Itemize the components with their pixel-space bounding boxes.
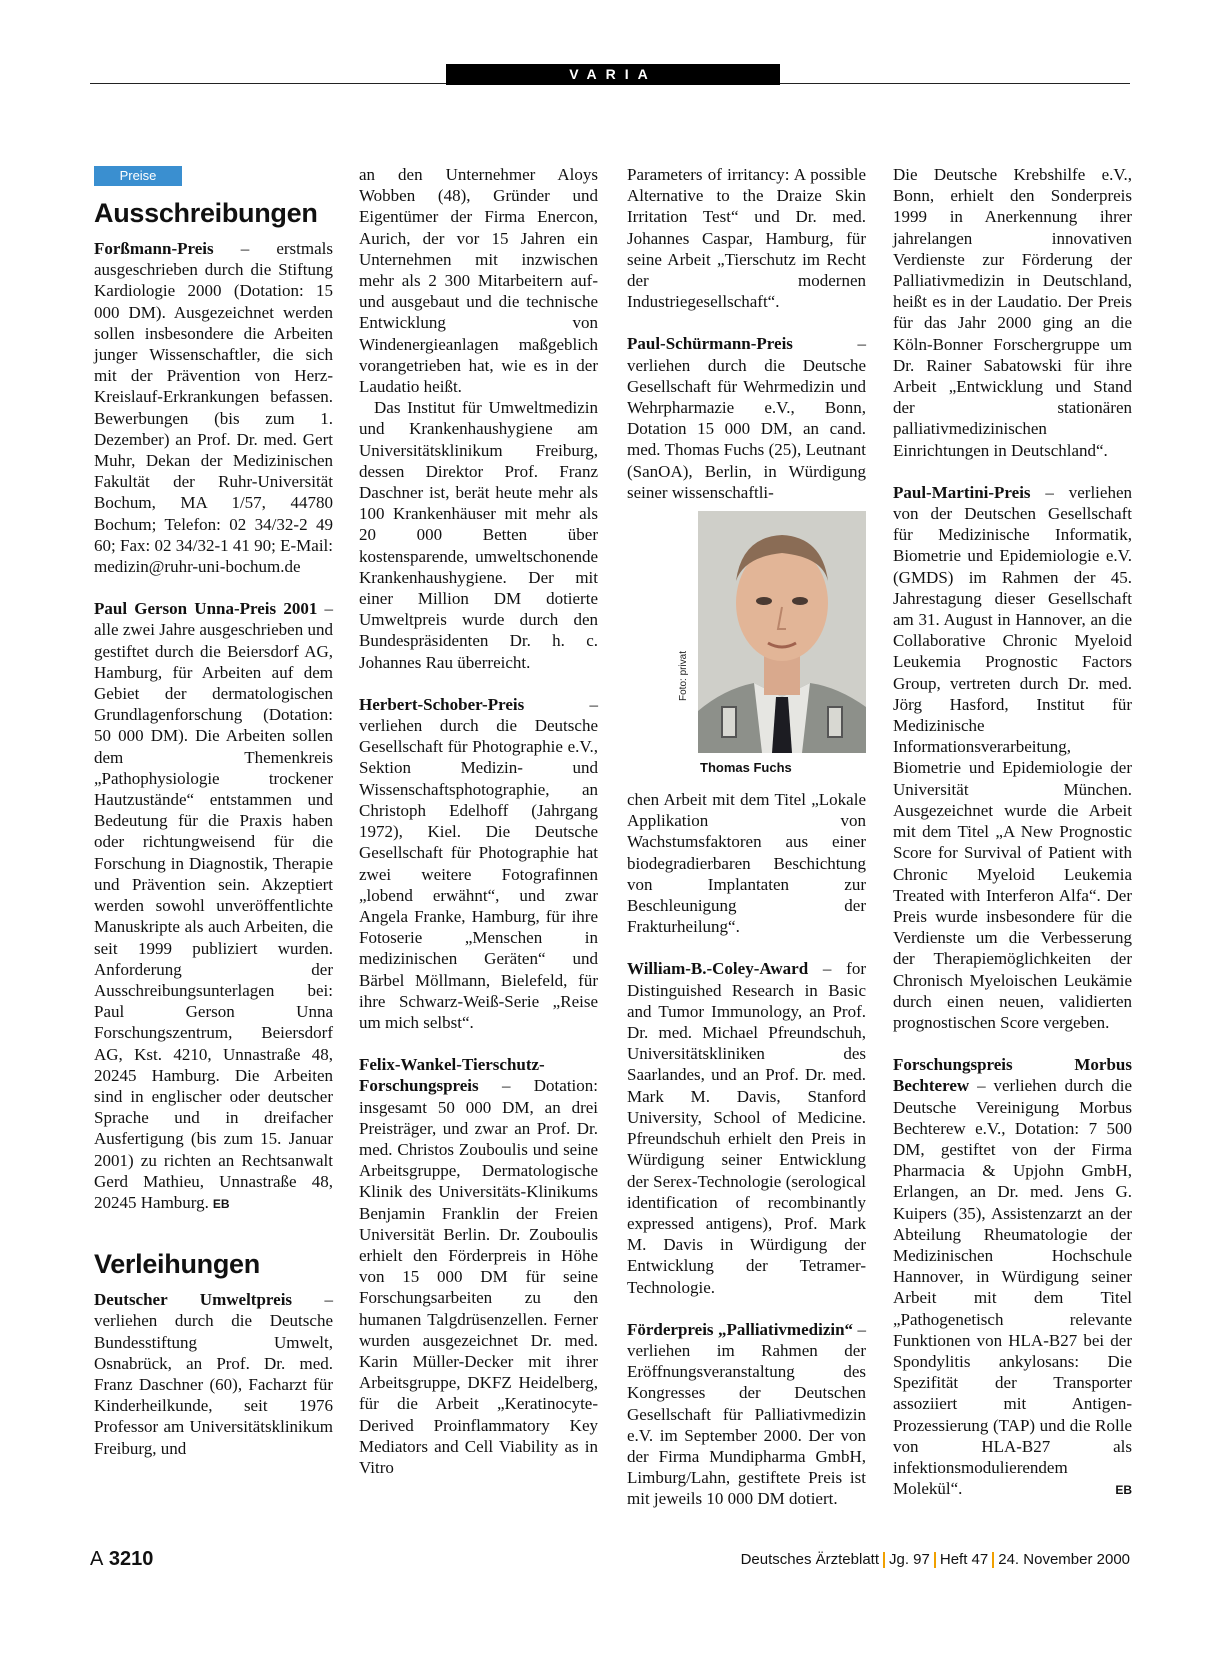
article-title: Paul-Schürmann-Preis bbox=[627, 334, 793, 354]
article-forssmann bbox=[94, 238, 333, 577]
article-text: Parameters of irritancy: A possible Alternative to the Draize Skin Irritation Test“ und Dr. med. Johannes Caspar, Hamburg, für seine Arbeit „Tierschutz im Recht der modernen Industriegesellschaft“. bbox=[627, 165, 866, 312]
journal-issue: Heft 47 bbox=[939, 1551, 989, 1568]
category-tag: Preise bbox=[94, 166, 182, 186]
article-text: Die Deutsche Krebshilfe e.V., Bonn, erhielt den Sonderpreis 1999 in Anerkennung ihrer jahrelangen innovativen Verdienste zur Förderung der Palliativmedizin in Deutschland, heißt es in der Laudatio. Der Preis für das Jahr 2000 ging an die Köln-Bonner Forschergruppe um Dr. Rainer Sabatowski für ihre Arbeit „Entwicklung und Stand der stationären palliativmedizinischen Einrichtungen in Deutschland“. bbox=[893, 165, 1132, 460]
article-coley bbox=[627, 958, 866, 1297]
page-prefix: A bbox=[90, 1548, 104, 1570]
article-title: William-B.-Coley-Award bbox=[627, 959, 809, 979]
journal-date: 24. November 2000 bbox=[998, 1551, 1130, 1568]
article-palliativ bbox=[627, 1319, 866, 1510]
article-title: Forschungspreis Morbus Bechterew bbox=[893, 1055, 1132, 1096]
article-text: – alle zwei Jahre ausgeschrieben und gestiftet durch die Beiersdorf AG, Hamburg, für Arbeiten auf dem Gebiet der dermatologischen Grundlagenforschung (Dotation: 50 000 DM). Die Arbeiten sollen dem Themenkreis „Pathophysiologie trockener Hautzustände“ entstammen und Bedeutung für die Praxis haben oder richtungweisend für die Forschung in Diagnostik, Therapie und Prävention sein. Akzeptiert werden sowohl unveröffentlichte Manuskripte als auch Arbeiten, die seit 1999 publiziert wurden. Anforderung der Ausschreibungsunterlagen bei: Paul Gerson Unna Forschungszentrum, Beiersdorf AG, Kst. 4210, Unnastraße 48, 20245 Hamburg. Die Arbeiten sind in englischer oder deutscher Sprache und in dreifacher Ausfertigung (bis zum 15. Januar 2001) zu richten an Rechtsanwalt Gerd Mathieu, Unnastraße 48, 20245 Hamburg. bbox=[94, 599, 333, 1212]
journal-info bbox=[741, 1551, 1130, 1568]
article-text: – Dotation: insgesamt 50 000 DM, an drei Preisträger, und zwar an Prof. Dr. med. Christos Zouboulis und seine Arbeitsgruppe, Dermatologische Klinik des Universitäts-Klinikums Benjamin Franklin der Freien Universität Berlin. Dr. Zouboulis erhielt den Förderpreis in Höhe von 15 000 DM für seine Forschungsarbeiten zu den humanen Talgdrüsenzellen. Ferner wurden ausgezeichnet Dr. med. Karin Müller-Decker mit ihrer Arbeitsgruppe, DKFZ Heidelberg, für die Arbeit „Keratinocyte-Derived Proinflammatory Key Mediators and Cell Viability as in Vitro bbox=[359, 1076, 598, 1477]
journal-volume: Jg. 97 bbox=[889, 1551, 930, 1568]
article-text: – for Distinguished Research in Basic and Tumor Immunology, an Prof. Dr. med. Michael Pfreundschuh, Universitätskliniken des Saarlandes, und an Prof. Dr. med. Mark M. Davis, Stanford University, School of Medicine. Pfreundschuh erhielt den Preis in Würdigung seiner Entwicklung der Serex-Technologie (serological identification of recombinantly expressed antigens), Prof. Mark M. Davis in Würdigung der Entwicklung der Tetramer-Technologie. bbox=[627, 959, 866, 1297]
heading-verleihungen: Verleihungen bbox=[94, 1249, 260, 1280]
page-number bbox=[90, 1548, 153, 1571]
article-title: Paul-Martini-Preis bbox=[893, 482, 1031, 502]
article-text: – verliehen durch die Deutsche Vereinigung Morbus Bechterew e.V., Dotation: 7 500 DM, gestiftet von der Firma Pharmacia & Upjohn GmbH, Erlangen, an Dr. med. Jens G. Kuipers (35), Assistenzarzt an der Abteilung Rheumatologie der Medizinischen Hochschule Hannover, in Würdigung seiner Arbeit mit dem Titel „Pathogenetisch relevante Funktionen von HLA-B27 bei der Spondylitis ankylosans: Die Spezifität der Transporter assoziiert mit Antigen-Prozessierung (TAP) und die Rolle von HLA-B27 als infektionsmodulierendem Molekül“. bbox=[893, 1076, 1132, 1499]
portrait-photo bbox=[698, 511, 866, 753]
article-text: – verliehen durch die Deutsche Gesellschaft für Photographie e.V., Sektion Medizin- und Wissenschaftsphotographie, an Christoph Edelhoff (Jahrgang 1972), Kiel. Die Deutsche Gesellschaft für Photographie hat zwei weitere Fotografinnen „lobend erwähnt“, und zwar Angela Franke, Hamburg, für ihre Fotoserie „Menschen in medizinischen Geräten“ und Bärbel Möllmann, Bielefeld, für ihre Schwarz-Weiß-Serie „Reise um mich selbst“. bbox=[359, 694, 598, 1032]
photo-caption: Thomas Fuchs bbox=[700, 760, 792, 776]
article-schober bbox=[359, 694, 598, 1033]
portrait-figure bbox=[627, 511, 866, 775]
separator bbox=[934, 1552, 936, 1568]
article-bechterew bbox=[893, 1054, 1132, 1499]
article-schuermann bbox=[627, 333, 866, 503]
article-umweltpreis bbox=[94, 1289, 333, 1459]
heading-ausschreibungen: Ausschreibungen bbox=[94, 198, 318, 228]
article-text: chen Arbeit mit dem Titel „Lokale Applikation von Wachstumsfaktoren aus einer biodegradierbaren Beschichtung von Implantaten zur Beschleunigung der Frakturheilung“. bbox=[627, 790, 866, 937]
article-text: – verliehen durch die Deutsche Gesellschaft für Wehrmedizin und Wehrpharmazie e.V., Bonn, Dotation 15 000 DM, an cand. med. Thomas Fuchs (25), Leutnant (SanOA), Berlin, in Würdigung seiner wissenschaftli- bbox=[627, 334, 866, 502]
article-title: Herbert-Schober-Preis bbox=[359, 694, 525, 714]
page-footer bbox=[90, 1548, 1130, 1572]
photo-credit: Foto: privat bbox=[678, 651, 689, 702]
author-sign: EB bbox=[212, 1196, 230, 1211]
column-1 bbox=[94, 164, 333, 1459]
page-number-value: 3210 bbox=[108, 1548, 154, 1570]
article-text: Das Institut für Umweltmedizin und Krankenhaushygiene am Universitätsklinikum Freiburg, dessen Direktor Prof. Franz Daschner ist, berät heute mehr als 100 Krankenhäuser mit mehr als 20 000 Betten über kostensparende, umweltschonende Krankenhaushygiene. Der mit einer Million DM dotierte Umweltpreis wurde durch den Bundespräsidenten Dr. h. c. Johannes Rau überreicht. bbox=[359, 398, 598, 672]
article-title: Förderpreis „Palliativmedizin“ bbox=[627, 1319, 854, 1339]
article-wankel bbox=[359, 1054, 598, 1478]
article-title: Paul Gerson Unna-Preis 2001 bbox=[94, 599, 318, 619]
article-text: – verliehen durch die Deutsche Bundesstiftung Umwelt, Osnabrück, an Prof. Dr. med. Franz Daschner (60), Facharzt für Kinderheilkunde, seit 1976 Professor am Universitätsklinikum Freiburg, und bbox=[94, 1290, 333, 1458]
article-text: – erstmals ausgeschrieben durch die Stiftung Kardiologie 2000 (Dotation: 15 000 DM). Ausgezeichnet werden sollen insbesondere die Arbeiten junger Wissenschaftler, die sich mit der Prävention von Herz-Kreislauf-Erkrankungen befassen. Bewerbungen (bis zum 1. Dezember) an Prof. Dr. med. Gert Muhr, Dekan der Medizinischen Fakultät der Ruhr-Universität Bochum, MA 1/57, 44780 Bochum; Telefon: 02 34/32-2 49 60; Fax: 02 34/32-1 41 90; E-Mail: medizin@ruhr-uni-bochum.de bbox=[94, 239, 333, 577]
article-martini bbox=[893, 482, 1132, 1033]
article-text: an den Unternehmer Aloys Wobben (48), Gründer und Eigentümer der Firma Enercon, Aurich, der vor 15 Jahren ein Unternehmen mit inzwischen mehr als 2 300 Mitarbeitern auf- und ausgebaut und die technische Entwicklung von Windenergieanlagen maßgeblich vorangetrieben hat, wie es in der Laudatio heißt. bbox=[359, 165, 598, 397]
article-title: Forßmann-Preis bbox=[94, 239, 214, 258]
portrait-illustration bbox=[698, 511, 866, 753]
column-4 bbox=[893, 164, 1132, 1501]
column-3 bbox=[627, 164, 866, 1510]
article-title: Deutscher Umweltpreis bbox=[94, 1290, 293, 1310]
article-text: – verliehen im Rahmen der Eröffnungsveranstaltung des Kongresses der Deutschen Gesellschaft für Palliativmedizin e.V. im September 2000. Der von der Firma Mundipharma GmbH, Limburg/Lahn, gestiftete Preis ist mit jeweils 10 000 DM dotiert. bbox=[627, 1319, 866, 1509]
author-sign: EB bbox=[1115, 1483, 1132, 1498]
journal-name: Deutsches Ärzteblatt bbox=[740, 1551, 879, 1568]
article-unna bbox=[94, 598, 333, 1215]
separator bbox=[992, 1552, 994, 1568]
separator bbox=[883, 1552, 885, 1568]
column-2 bbox=[359, 164, 598, 1478]
article-title: Felix-Wankel-Tierschutz-Forschungspreis bbox=[359, 1055, 545, 1096]
section-header: VARIA bbox=[446, 64, 780, 85]
article-text: – verliehen von der Deutschen Gesellschaft für Medizinische Informatik, Biometrie und Epidemiologie e.V. (GMDS) im Rahmen der 45. Jahrestagung dieser Gesellschaft am 31. August in Hannover, an die Collaborative Chronic Myeloid Leukemia Prognostic Factors Group, vertreten durch Dr. med. Jörg Hasford, Institut für Medizinische Informationsverarbeitung, Biometrie und Epidemiologie der Universität München. Ausgezeichnet wurde die Arbeit mit dem Titel „A New Prognostic Score for Survival of Patient with Chronic Myeloid Leukemia Treated with Interferon Alfa“. Der Preis wurde insbesondere für die Verdienste um die Verbesserung der Therapiemöglichkeiten der Chronisch Myeloischen Leukämie durch einen neuen, validierten prognostischen Score vergeben. bbox=[893, 482, 1132, 1032]
